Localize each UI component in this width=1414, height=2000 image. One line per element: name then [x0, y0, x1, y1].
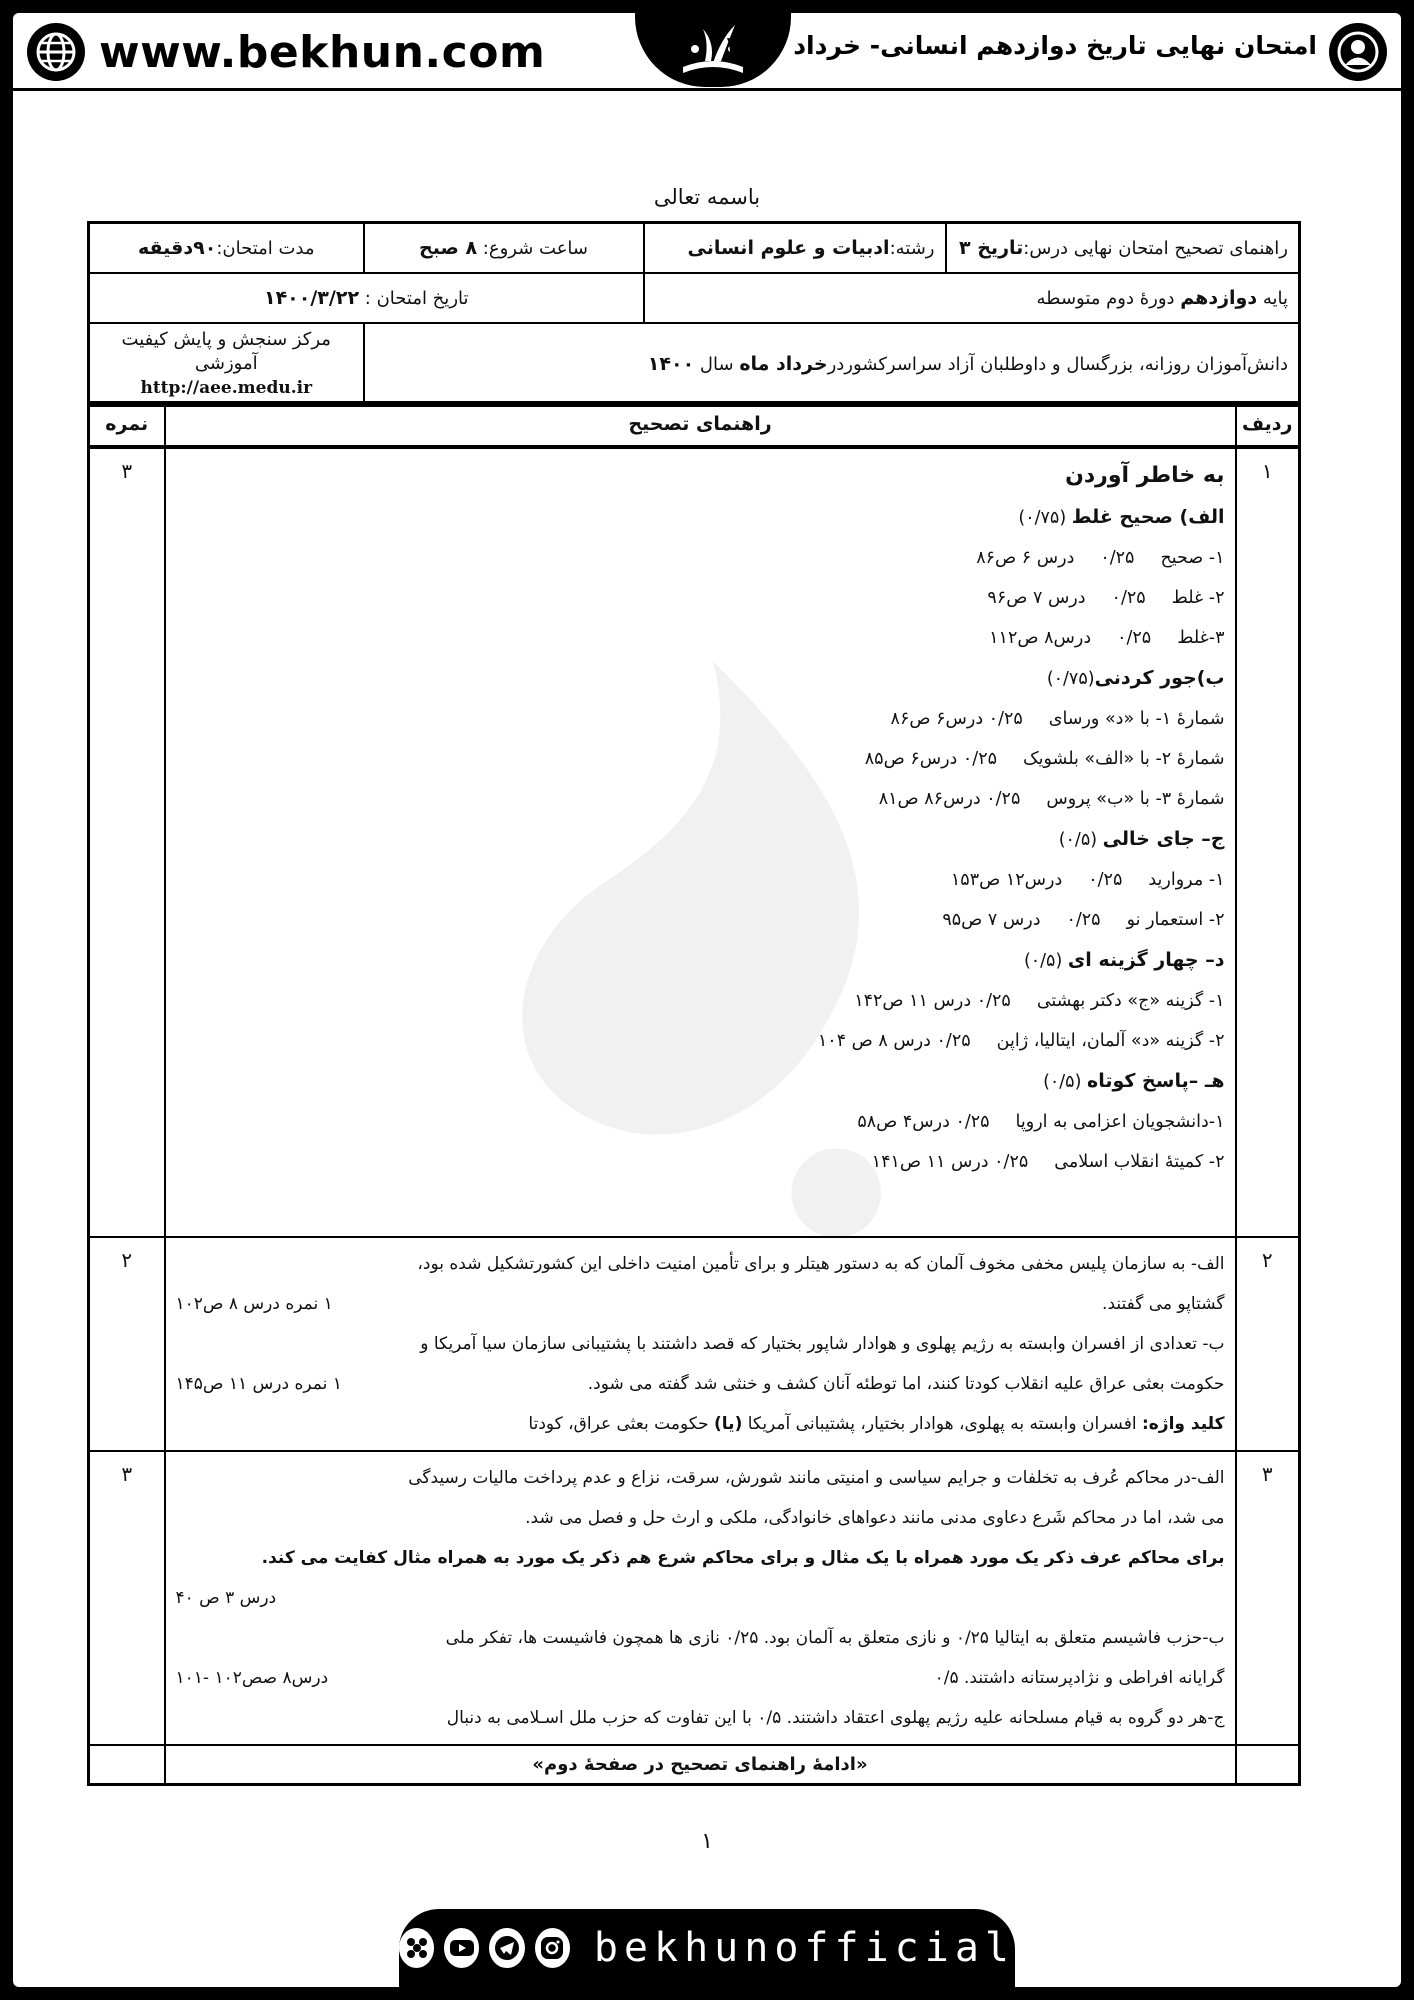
q3-c-line1: ج-هر دو گروه به قیام مسلحانه علیه رژیم پهلوی اعتقاد داشتند. ۰/۵ با این تفاوت که حزب ملل اسـلامی به دنبال — [446, 1707, 1225, 1728]
q3-a-line1: الف-در محاکم عُرف به تخلفات و جرایم سیاسی و امنیتی مانند شورش، سرقت، نزاع و عدم پرداخت مالیات رسیدگی — [408, 1467, 1225, 1488]
continued-note: «ادامهٔ راهنمای تصحیح در صفحهٔ دوم» — [165, 1745, 1236, 1785]
bismillah: باسمه تعالی — [653, 185, 761, 209]
social-handle[interactable]: bekhunofficial — [593, 1925, 1015, 1971]
exam-page — [13, 13, 1401, 1987]
score-1: ۳ — [89, 447, 165, 1237]
q2-a-line1: الف- به سازمان پلیس مخفی مخوف آلمان که به دستور هیتلر و برای تأمین امنیت داخلی این کشورتشکیل شده بود، — [417, 1253, 1225, 1274]
aparat-icon[interactable] — [399, 1928, 434, 1968]
score-3: ۳ — [89, 1451, 165, 1745]
q2-keywords: کلید واژه: افسران وابسته به پهلوی، هوادار بختیار، پشتیبانی آمریکا (یا) حکومت بعثی عراق، کودتا — [528, 1413, 1225, 1434]
user-icon[interactable] — [1329, 23, 1387, 81]
score-2: ۲ — [89, 1237, 165, 1451]
grade-cell: پایه دوازدهم دورهٔ دوم متوسطه — [644, 273, 1300, 323]
header-guide: راهنمای تصحیح — [165, 403, 1236, 447]
header-score: نمره — [89, 403, 165, 447]
q3-b-line2: گرایانه افراطی و نژادپرستانه داشتند. ۰/۵ درس۸ صص۱۰۲ -۱۰۱ — [175, 1667, 1225, 1688]
q2-b-line2: حکومت بعثی عراق علیه انقلاب کودتا کنند، اما توطئه آنان کشف و خنثی شد گفته می شود. ۱ نمره درس ۱۱ ص۱۴۵ — [175, 1373, 1225, 1394]
start-time-cell: ساعت شروع: ۸ صبح — [364, 223, 644, 273]
field-cell: رشته:ادبیات و علوم انسانی — [644, 223, 946, 273]
q2-b-line1: ب- تعدادی از افسران وابسته به رژیم پهلوی و هوادار شاپور بختیار که قصد داشتند با پشتیبانی سازمان سیا آمریکا و — [420, 1333, 1225, 1354]
q1-e1: ۱-دانشجویان اعزامی به اروپا۰/۲۵ درس۴ ص۵۸ — [857, 1111, 1225, 1132]
q3-a-line2: می شد، اما در محاکم شَرع دعاوی مدنی مانند دعواهای خانوادگی، ملکی و ارث حل و فصل می شد. — [525, 1507, 1225, 1528]
center-name: مرکز سنجش و پایش کیفیت آموزشی — [121, 328, 331, 374]
exam-info-table — [87, 221, 1301, 407]
site-link[interactable] — [27, 23, 545, 81]
students-cell: دانش‌آموزان روزانه، بزرگسال و داوطلبان آزاد سراسرکشوردرخرداد ماه سال ۱۴۰۰ — [364, 323, 1300, 406]
instagram-icon[interactable] — [535, 1928, 570, 1968]
q1-title: به خاطر آوردن — [1065, 462, 1225, 488]
header-radif: ردیف — [1236, 403, 1300, 447]
q1-a3: ۳-غلط۰/۲۵درس۸ ص۱۱۲ — [989, 627, 1225, 648]
q3-a-note: برای محاکم عرف ذکر یک مورد همراه با یک مثال و برای محاکم شرع هم ذکر یک مورد به همراه مثال کفایت می کند. درس ۳ ص ۴۰ — [175, 1547, 1225, 1608]
q1-c2: ۲- استعمار نو۰/۲۵درس ۷ ص۹۵ — [942, 909, 1225, 930]
answer-1 — [165, 447, 1236, 1237]
guide-subject-cell: راهنمای تصحیح امتحان نهایی درس:تاریخ ۳ — [946, 223, 1300, 273]
q2-a-line2: گشتاپو می گفتند. ۱ نمره درس ۸ ص۱۰۲ — [175, 1293, 1225, 1314]
q1-b1: شمارهٔ ۱- با «د» ورسای۰/۲۵ درس۶ ص۸۶ — [890, 708, 1225, 729]
question-row-1 — [89, 447, 1300, 1237]
exam-date-cell: تاریخ امتحان : ۱۴۰۰/۳/۲۲ — [89, 273, 644, 323]
radif-3: ۳ — [1236, 1451, 1300, 1745]
q1-d2: ۲- گزینه «د» آلمان، ایتالیا، ژاپن۰/۲۵ درس ۸ ص ۱۰۴ — [817, 1030, 1225, 1051]
q1-d1: ۱- گزینه «ج» دکتر بهشتی۰/۲۵ درس ۱۱ ص۱۴۲ — [854, 990, 1225, 1011]
question-row-2 — [89, 1237, 1300, 1451]
q1-c1: ۱- مروارید۰/۲۵درس۱۲ ص۱۵۳ — [950, 869, 1225, 890]
page-number: ۱ — [701, 1829, 713, 1854]
top-header-bar — [13, 13, 1401, 91]
radif-2: ۲ — [1236, 1237, 1300, 1451]
q1-d-heading: د– چهار گزینه ای (۰/۵) — [1023, 948, 1225, 971]
q1-a2: ۲- غلط۰/۲۵درس ۷ ص۹۶ — [987, 587, 1225, 608]
q1-c-heading: ج– جای خالی (۰/۵) — [1058, 827, 1225, 850]
q1-e-heading: هـ –پاسخ کوتاه (۰/۵) — [1043, 1069, 1225, 1092]
answer-key-table — [87, 401, 1301, 1786]
q1-b2: شمارهٔ ۲- با «الف» بلشویک۰/۲۵ درس۶ ص۸۵ — [864, 748, 1225, 769]
table-header-row — [89, 403, 1300, 447]
globe-icon — [27, 23, 85, 81]
q3-b-line1: ب-حزب فاشیسم متعلق به ایتالیا ۰/۲۵ و نازی متعلق به آلمان بود. ۰/۲۵ نازی ها همچون فاشیست ها، تفکر ملی — [445, 1627, 1225, 1648]
q1-e2: ۲- کمیتهٔ انقلاب اسلامی۰/۲۵ درس ۱۱ ص۱۴۱ — [871, 1151, 1225, 1172]
radif-1: ۱ — [1236, 447, 1300, 1237]
answer-2 — [165, 1237, 1236, 1451]
q1-a-heading: الف) صحیح غلط (۰/۷۵) — [1018, 505, 1225, 528]
exam-title: امتحان نهایی تاریخ دوازدهم انسانی- خرداد ۱۴۰۰ — [723, 31, 1317, 60]
duration-cell: مدت امتحان:۹۰دقیقه — [89, 223, 364, 273]
question-row-3 — [89, 1451, 1300, 1745]
telegram-icon[interactable] — [489, 1928, 524, 1968]
answer-3 — [165, 1451, 1236, 1745]
youtube-icon[interactable] — [444, 1928, 479, 1968]
q1-b-heading: ب)جور کردنی(۰/۷۵) — [1046, 666, 1225, 689]
center-cell — [89, 323, 364, 406]
site-url[interactable]: www.bekhun.com — [99, 26, 546, 78]
q1-b3: شمارهٔ ۳- با «ب» پروس۰/۲۵ درس۸۶ ص۸۱ — [878, 788, 1225, 809]
footer-social-bar — [399, 1909, 1015, 1987]
center-url[interactable]: http://aee.medu.ir — [140, 377, 313, 398]
q1-a1: ۱- صحیح۰/۲۵درس ۶ ص۸۶ — [976, 547, 1225, 568]
continued-row — [89, 1745, 1300, 1785]
